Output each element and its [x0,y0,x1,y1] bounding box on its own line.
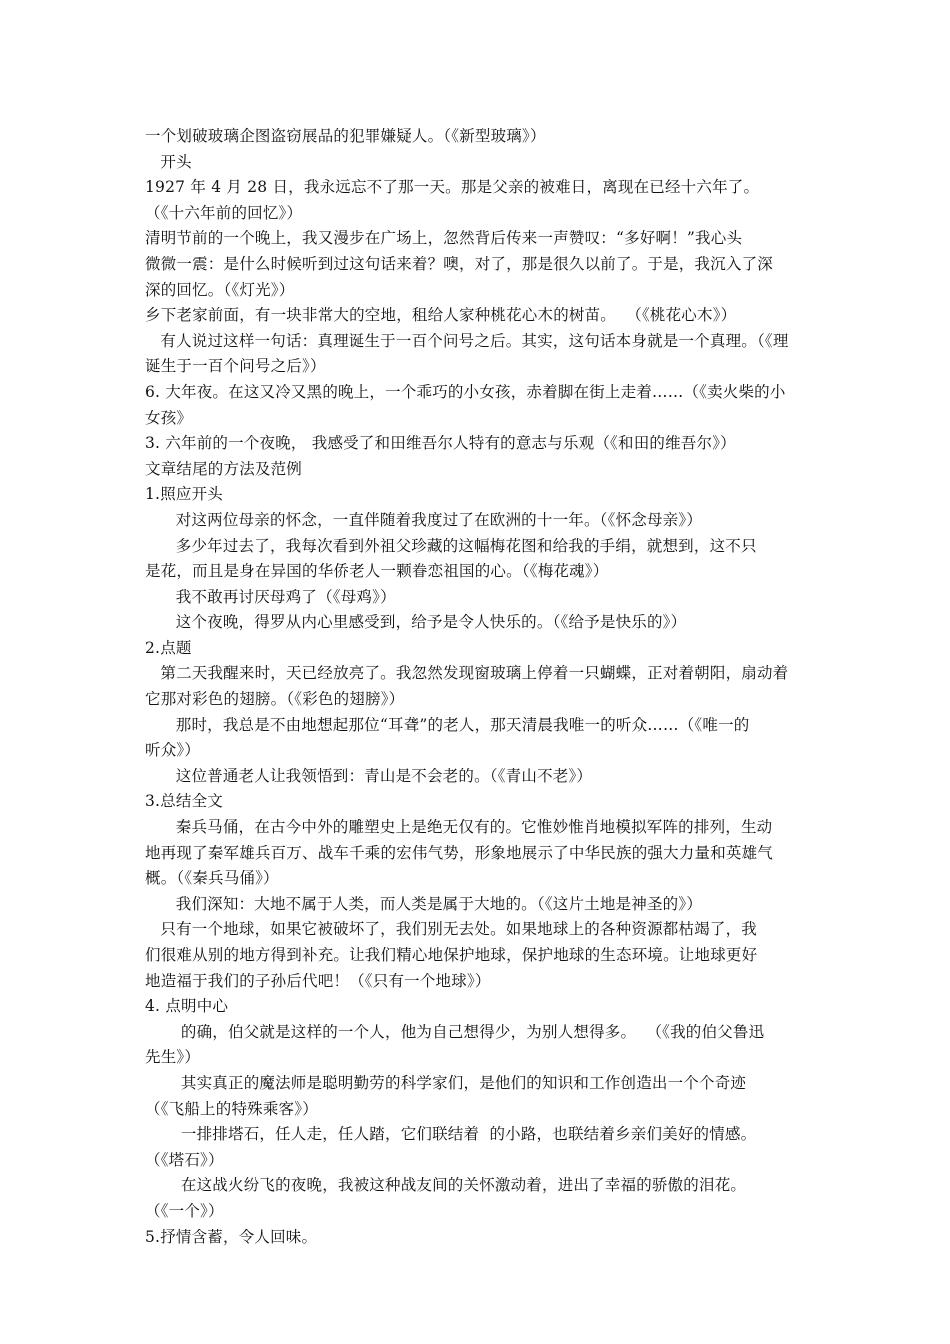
text-line: 这位普通老人让我领悟到：青山是不会老的。（《青山不老》） [145,766,593,785]
document-body [145,124,810,1250]
text-line: 乡下老家前面，有一块非常大的空地，租给人家种桃花心木的树苗。 （《桃花心木》） [145,306,737,325]
text-line: 诞生于一百个问号之后》） [145,357,326,376]
text-line: 这个夜晚，得罗从内心里感受到，给予是令人快乐的。（《给予是快乐的》） [145,613,687,632]
section-heading-opening: 开头 [145,152,192,171]
text-line: （《飞船上的特殊乘客》） [145,1099,318,1118]
text-line: 多少年过去了，我每次看到外祖父珍藏的这幅梅花图和给我的手绢，就想到，这不只 [145,536,757,555]
text-line: 它那对彩色的翅膀。（《彩色的翅膀》） [145,690,405,709]
subheading-point-title: 2.点题 [145,638,192,657]
text-line: 先生》） [145,1048,201,1067]
subheading-central-idea: 4. 点明中心 [145,997,229,1016]
text-line: （《塔石》） [145,1150,224,1169]
text-line: 概。（《秦兵马俑》） [145,869,279,888]
text-line: 秦兵马俑，在古今中外的雕塑史上是绝无仅有的。它惟妙惟肖地模拟军阵的排列，生动 [145,818,773,837]
text-line: （《一个》） [145,1201,224,1220]
text-line: 有人说过这样一句话：真理诞生于一百个问号之后。其实，这句话本身就是一个真理。（《理 [145,331,789,350]
text-line: 女孩》 [145,408,193,427]
text-line: 那时，我总是不由地想起那位“耳聋”的老人，那天清晨我唯一的听众……（《唯一的 [145,715,750,734]
text-line: （《十六年前的回忆》） [145,203,303,222]
text-line: 的确，伯父就是这样的一个人，他为自己想得少，为别人想得多。 （《我的伯父鲁迅 [145,1022,765,1041]
text-line: 地再现了秦军雄兵百万、战车千乘的宏伟气势，形象地展示了中华民族的强大力量和英雄气 [145,843,774,862]
text-line: 们很难从别的地方得到补充。让我们精心地保护地球，保护地球的生态环境。让地球更好 [145,946,758,964]
text-line: 清明节前的一个晚上，我又漫步在广场上，忽然背后传来一声赞叹：“多好啊！”我心头 [145,229,743,248]
text-line: 其实真正的魔法师是聪明勤劳的科学家们，是他们的知识和工作创造出一个个奇迹 [145,1073,747,1092]
text-line: 我们深知：大地不属于人类，而人类是属于大地的。（《这片土地是神圣的》） [145,894,703,913]
text-line: 只有一个地球，如果它被破坏了，我们别无去处。如果地球上的各种资源都枯竭了，我 [145,920,757,939]
text-line: 我不敢再讨厌母鸡了（《母鸡》） [145,587,396,606]
text-line: 深的回忆。（《灯光》） [145,280,295,299]
subheading-lyrical: 5.抒情含蓄，令人回味。 [145,1227,318,1246]
text-line: 听众》） [145,741,201,760]
text-line: 1927 年 4 月 28 日，我永远忘不了那一天。那是父亲的被难日，离现在已经十六年了。 [145,178,760,197]
section-heading-ending-methods: 文章结尾的方法及范例 [145,459,303,478]
subheading-echo-opening: 1.照应开头 [145,485,223,504]
subheading-summarize: 3.总结全文 [145,792,223,811]
text-line: 微微一震：是什么时候听到过这句话来着？噢，对了，那是很久以前了。于是，我沉入了深 [145,254,774,273]
text-line: 一排排塔石，任人走，任人踏，它们联结着 的小路，也联结着乡亲们美好的情感。 [145,1125,757,1144]
text-line: 对这两位母亲的怀念，一直伴随着我度过了在欧洲的十一年。（《怀念母亲》） [145,510,703,529]
text-line: 3. 六年前的一个夜晚， 我感受了和田维吾尔人特有的意志与乐观（《和田的维吾尔》） [145,434,736,453]
text-line: 第二天我醒来时，天已经放亮了。我忽然发现窗玻璃上停着一只蝴蝶，正对着朝阳，扇动着 [145,664,789,683]
text-line: 在这战火纷飞的夜晚，我被这种战友间的关怀激动着，进出了幸福的骄傲的泪花。 [145,1176,747,1195]
text-line: 一个划破玻璃企图盗窃展品的犯罪嫌疑人。（《新型玻璃》） [145,127,546,145]
text-line: 6. 大年夜。在这又冷又黑的晚上，一个乖巧的小女孩，赤着脚在街上走着……（《卖火柴的小 [145,382,786,401]
text-line: 是花，而且是身在异国的华侨老人一颗眷恋祖国的心。（《梅花魂》） [145,562,609,581]
text-line: 地造福于我们的子孙后代吧！（《只有一个地球》） [145,971,491,990]
